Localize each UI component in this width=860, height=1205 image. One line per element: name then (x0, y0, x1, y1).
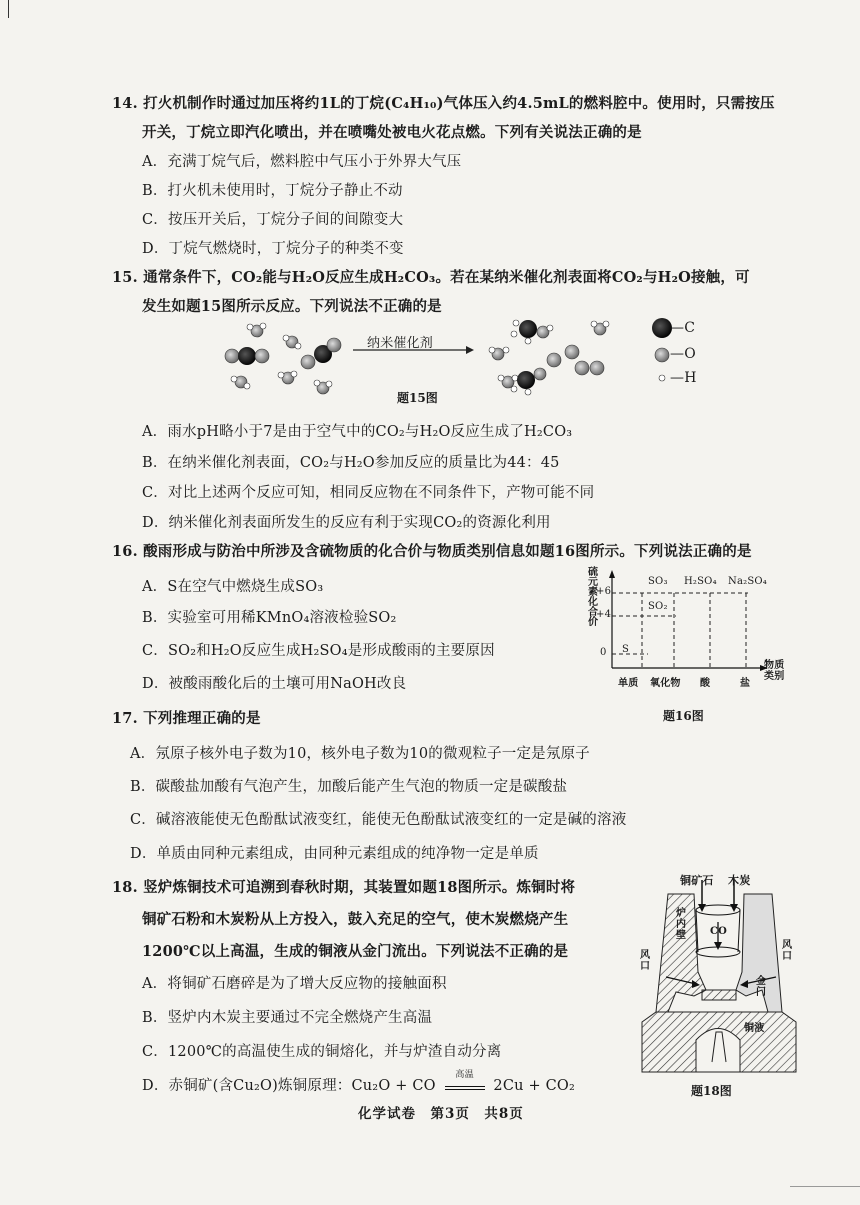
q16-option-c: C．SO₂和H₂O反应生成H₂SO₄是形成酸雨的主要原因 (142, 643, 495, 659)
q14-stem-line1: 14. 打火机制作时通过加压将约1L的丁烷(C₄H₁₀)气体压入约4.5mL的燃料腔中。使用时，只需按压 (112, 95, 775, 112)
q17-stem: 17. 下列推理正确的是 (112, 710, 261, 727)
high-temp-condition: 高温 (455, 1070, 474, 1080)
legend-label-o: —O (670, 346, 696, 362)
q15-option-a: A．雨水pH略小于7是由于空气中的CO₂与H₂O反应生成了H₂CO₃ (142, 424, 573, 440)
x-axis-label: 物质类别 (764, 660, 785, 682)
xtick-element: 单质 (618, 678, 639, 689)
q17-option-c: C．碱溶液能使无色酚酞试液变红，能使无色酚酞试液变红的一定是碱的溶液 (130, 812, 627, 828)
ytick-0: 0 (600, 647, 607, 658)
label-tuyere-left: 风口 (640, 950, 651, 972)
label-gold-gate: 金门 (756, 976, 767, 998)
ytick-plus6: +6 (596, 586, 612, 597)
q14-option-b: B．打火机未使用时，丁烷分子静止不动 (142, 183, 403, 199)
q18-option-d (142, 1070, 576, 1095)
label-inner-wall: 炉内壁 (676, 908, 687, 941)
label-copper-ore: 铜矿石 (680, 874, 714, 887)
product-molecules (489, 320, 609, 395)
label-tuyere-right: 风口 (782, 940, 793, 962)
label-charcoal: 木炭 (728, 874, 751, 887)
point-s: S (622, 644, 630, 655)
q18-stem-line3: 1200℃以上高温，生成的铜液从金门流出。下列说法不正确的是 (142, 943, 569, 960)
grid-lines (612, 593, 748, 668)
legend-label-c: —C (670, 320, 696, 336)
legend-label-h: —H (670, 370, 697, 386)
xtick-oxide: 氧化物 (650, 678, 681, 689)
q16-figure (566, 568, 796, 703)
q15-option-d: D．纳米催化剂表面所发生的反应有利于实现CO₂的资源化利用 (142, 515, 551, 531)
ytick-plus4: +4 (596, 609, 612, 620)
q15-figure (210, 312, 730, 407)
xtick-salt: 盐 (740, 678, 751, 689)
q14-option-d: D．丁烷气燃烧时，丁烷分子的种类不变 (142, 241, 404, 257)
xtick-acid: 酸 (700, 678, 711, 689)
q17-option-d: D．单质由同种元素组成，由同种元素组成的纯净物一定是单质 (130, 846, 539, 862)
page-footer: 化学试卷 第3页 共8页 (358, 1106, 524, 1122)
q18-stem-line2: 铜矿石粉和木炭粉从上方投入，鼓入充足的空气，使木炭燃烧产生 (142, 911, 569, 928)
q14-option-c: C．按压开关后，丁烷分子间的间隙变大 (142, 212, 404, 228)
q15-arrow-label: 纳米催化剂 (367, 336, 434, 351)
reactant-molecules (225, 323, 341, 394)
scan-edge-mark (8, 0, 9, 18)
point-so2: SO₂ (648, 601, 668, 612)
q14-option-a: A．充满丁烷气后，燃料腔中气压小于外界大气压 (142, 154, 462, 170)
q15-stem-line2: 发生如题15图所示反应。下列说法不正确的是 (142, 298, 442, 315)
q15-option-b: B．在纳米催化剂表面，CO₂与H₂O参加反应的质量比为44：45 (142, 455, 560, 471)
q16-caption: 题16图 (663, 709, 704, 723)
q15-option-c: C．对比上述两个反应可知，相同反应物在不同条件下，产物可能不同 (142, 485, 595, 501)
q18-caption: 题18图 (691, 1084, 732, 1098)
q16-stem: 16. 酸雨形成与防治中所涉及含硫物质的化合价与物质类别信息如题16图所示。下列说法正确的是 (112, 543, 752, 560)
q18-option-b: B．竖炉内木炭主要通过不完全燃烧产生高温 (142, 1010, 433, 1026)
q17-option-b: B．碳酸盐加酸有气泡产生，加酸后能产生气泡的物质一定是碳酸盐 (130, 779, 568, 795)
label-co: CO (710, 926, 728, 937)
high-temp-arrow (445, 1070, 485, 1090)
q14-stem-line2: 开关，丁烷立即汽化喷出，并在喷嘴处被电火花点燃。下列有关说法正确的是 (142, 124, 642, 141)
q15-stem-line1: 15. 通常条件下，CO₂能与H₂O反应生成H₂CO₃。若在某纳米催化剂表面将CO₂与H₂O接触，可 (112, 269, 750, 286)
scan-edge-line (790, 1186, 860, 1187)
q18-option-d-product: 2Cu + CO₂ (493, 1078, 576, 1094)
q17-option-a: A．氖原子核外电子数为10，核外电子数为10的微观粒子一定是氖原子 (130, 746, 590, 762)
q18-option-c: C．1200℃的高温使生成的铜熔化，并与炉渣自动分离 (142, 1044, 502, 1060)
q16-option-b: B．实验室可用稀KMnO₄溶液检验SO₂ (142, 610, 397, 626)
q18-figure (636, 872, 806, 1077)
q18-option-a: A．将铜矿石磨碎是为了增大反应物的接触面积 (142, 976, 447, 992)
q18-option-d-text: D．赤铜矿(含Cu₂O)炼铜原理：Cu₂O + CO (142, 1078, 436, 1094)
point-so3: SO₃ (648, 576, 668, 587)
label-copper-liquid: 铜液 (744, 1023, 765, 1034)
q16-option-a: A．S在空气中燃烧生成SO₃ (142, 579, 324, 595)
q16-option-d: D．被酸雨酸化后的土壤可用NaOH改良 (142, 676, 407, 692)
q18-stem-line1: 18. 竖炉炼铜技术可追溯到春秋时期，其装置如题18图所示。炼铜时将 (112, 879, 576, 896)
y-axis-label: 硫元素化合价 (588, 567, 599, 628)
legend (652, 318, 672, 381)
furnace-hearth (696, 1029, 740, 1073)
q15-caption: 题15图 (397, 391, 438, 405)
point-h2so4: H₂SO₄ (684, 576, 717, 587)
point-na2so4: Na₂SO₄ (728, 576, 767, 587)
